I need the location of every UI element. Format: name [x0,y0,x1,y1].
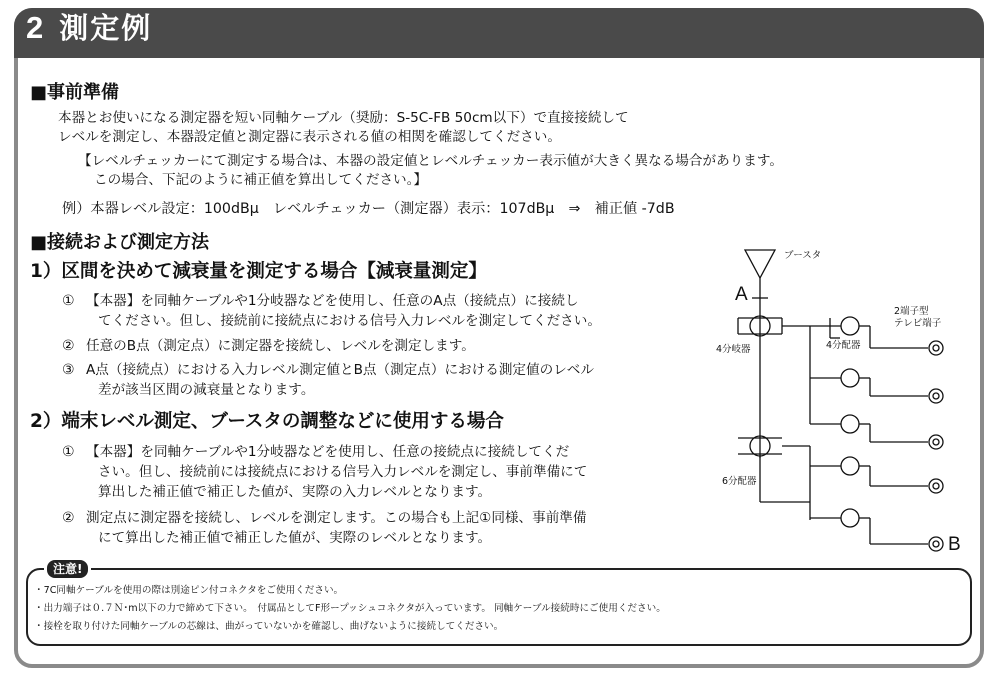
case1-item2-mark: ② [62,338,75,354]
case2-item1-line3: 算出した補正値で補正した値が、実際の入力レベルとなります。 [98,484,492,500]
terminal-icon-4 [929,479,943,493]
terminal-label-1: 2端子型 [894,306,929,317]
case2-item1-mark: ① [62,444,75,460]
divider6-branch-1 [841,457,859,475]
divider4-icon-1 [841,317,859,335]
section-title-text: 測定例 [59,11,153,45]
section-number: 2 [26,10,46,45]
splitter4-label: 4分岐器 [716,344,751,355]
prep-line-1: 本器とお使いになる測定器を短い同軸ケーブル（奨励：S-5C-FB 50cm以下）で直接接続して [58,110,629,126]
booster-icon [745,250,775,278]
caution-line-1: ・7C同軸ケーブルを使用の際は別途ピン付コネクタをご使用ください。 [34,585,344,596]
case2-item2-mark: ② [62,510,75,526]
booster-label: ブースタ [784,250,822,261]
case1-item1-line2: てください。但し、接続前に接続点における信号入力レベルを測定してください。 [98,313,601,329]
prep-example: 例）本器レベル設定：100dBμ レベルチェッカー（測定器）表示：107dBμ ⇒ 補正値 -7dB [62,201,675,217]
caution-line-2: ・出力端子は０.７Ｎ･m以下の力で締めて下さい。 付属品としてF形ープッシュコネクタが入っています。 同軸ケーブル接続時にご使用ください。 [34,603,666,614]
case1-title: 1）区間を決めて減衰量を測定する場合【減衰量測定】 [30,261,487,282]
point-b-label: B [948,534,961,555]
section-title [26,10,152,46]
prep-note-1: 【レベルチェッカーにて測定する場合は、本器の設定値とレベルチェッカー表示値が大きく異なる場合があります。 [78,153,783,169]
divider4-label: 4分配器 [826,340,861,351]
divider6-branch-2 [841,509,859,527]
caution-tag [44,558,91,578]
point-a-label: A [735,284,748,305]
case1-item3-line2: 差が該当区間の減衰量となります。 [98,382,315,398]
case2-item1-line1: 【本器】を同軸ケーブルや1分岐器などを使用し、任意の接続点に接続してくだ [86,444,570,460]
method-heading: ■接続および測定方法 [30,232,210,253]
case2-item1-line2: さい。但し、接続前には接続点における信号入力レベルを測定し、事前準備にて [98,464,588,480]
case2-item2-line1: 測定点に測定器を接続し、レベルを測定します。この場合も上記①同様、事前準備 [86,510,587,526]
case1-item3-mark: ③ [62,362,75,378]
terminal-icon-3 [929,435,943,449]
case1-item1-mark: ① [62,293,75,309]
prep-line-2: レベルを測定し、本器設定値と測定器に表示される値の相関を確認してください。 [58,129,561,145]
case2-title: 2）端末レベル測定、ブースタの調整などに使用する場合 [30,411,504,432]
section-title-bar [14,8,984,58]
terminal-icon-5 [929,537,943,551]
terminal-icon-1 [929,341,943,355]
divider6-label: 6分配器 [722,476,757,487]
caution-line-3: ・接栓を取り付けた同軸ケーブルの芯線は、曲がっていないかを確認し、曲げないように接続してください。 [34,621,504,632]
caution-label: 注意! [47,560,88,578]
terminal-icon-2 [929,389,943,403]
case1-item3-line1: A点（接続点）における入力レベル測定値とB点（測定点）における測定値のレベル [86,362,594,378]
case1-item1-line1: 【本器】を同軸ケーブルや1分岐器などを使用し、任意のA点（接続点）に接続し [86,293,579,309]
case1-item2-line1: 任意のB点（測定点）に測定器を接続し、レベルを測定します。 [86,338,475,354]
divider4-icon-3 [841,415,859,433]
case2-item2-line2: にて算出した補正値で補正した値が、実際のレベルとなります。 [98,530,492,546]
prep-note-2: この場合、下記のように補正値を算出してください。】 [94,172,428,188]
terminal-label-2: テレビ端子 [894,318,942,329]
divider4-icon-2 [841,369,859,387]
prep-heading: ■事前準備 [30,82,120,103]
